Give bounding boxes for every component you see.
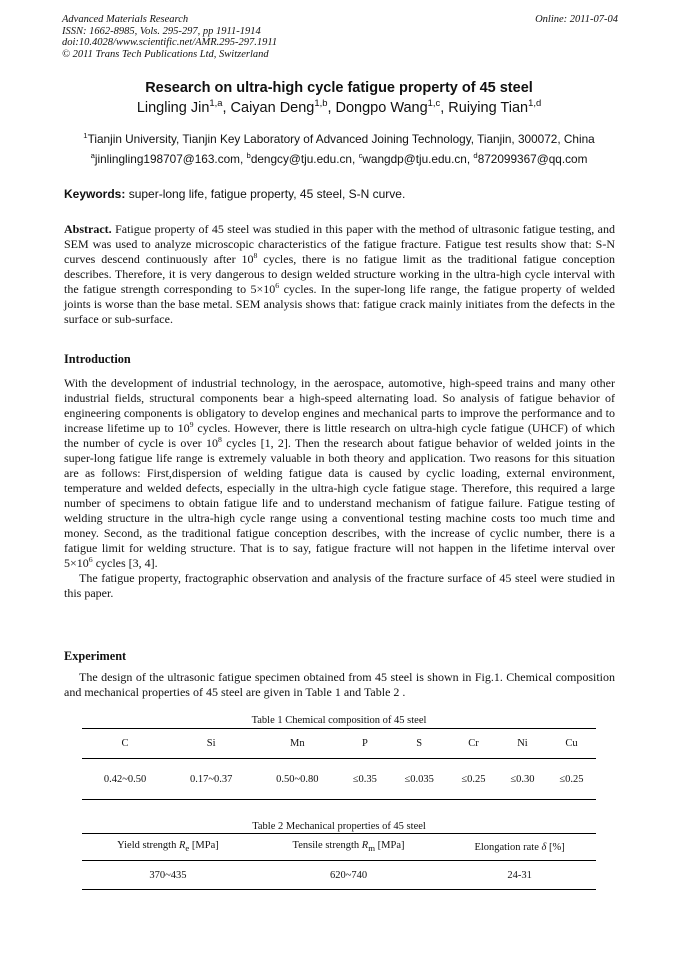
text-run: cycles. However, there is little research on ultra-high cycle fatigue (UHCF) of which the number of cycle is over 10 (64, 421, 615, 450)
table-header-cell: S (389, 729, 449, 759)
abstract-text: cycles. In the super-long life range, the fatigue property of welded joints is worse than the base metal. SEM analysis shows that: fatigue crack mainly initiates from the defects in the surface or sub-surface. (64, 282, 615, 326)
abstract-label: Abstract. (64, 222, 112, 236)
text-run: With the development of industrial technology, in the aerospace, automotive, high-speed trains and many other industrial fields, structural components bear a high-speed alternating load. So analysis of fatigue behavior of engineering components is obligatory to develop engines and mechanical parts to improve the performance and to increase lifetime up to 10 (64, 376, 615, 435)
author-sup: 1,b (314, 97, 328, 109)
exponent: 6 (88, 555, 93, 564)
email-link[interactable]: 872099367@qq.com (477, 152, 588, 166)
table-header-cell (82, 834, 254, 861)
table-header-cell: Mn (254, 729, 340, 759)
issn-line: ISSN: 1662-8985, Vols. 295-297, pp 1911-1914 (62, 25, 261, 37)
header-text: Tensile strength (292, 840, 362, 852)
header-unit: [MPa] (189, 840, 219, 852)
abstract-text: Fatigue property of 45 steel was studied in this paper with the method of ultrasonic fatigue testing, and SEM was used to analyze microscopic characteristics of the fatigue fracture. Fatigue test results show that: S-N curves descend continuously after 10 (64, 222, 616, 266)
abstract (64, 222, 615, 327)
header-text: Elongation rate (474, 841, 542, 853)
table-header-cell: P (340, 729, 389, 759)
text-run: cycles [1, 2]. Then the research about fatigue behavior of welded joints in the super-long fatigue life range is extremely valuable in both theory and application. Two reasons for this situation are as follows: First,dispersion of welding fatigue data is caused by cyclic loading, external environment, temperature and welded defects, especially in the ultra-high cycle fatigue stage. Therefore, this required a large number of specimens to obtain fatigue life and to understand mechanism of fatigue failure. Fatigue testing of welding structure in the ultra-high cycle range using a conventional testing machine costs too much time and money. Second, as the traditional fatigue conception describes, with the increase of cyclic number, there is a fatigue limit for welding structure. That is to say, fatigue fracture will not happen in the lifetime interval over 5×10 (64, 436, 615, 570)
email-sup: b (246, 151, 251, 161)
copyright-line: © 2011 Trans Tech Publications Ltd, Switzerland (62, 48, 269, 60)
author-name: Lingling Jin (136, 100, 210, 116)
table-cell: ≤0.035 (389, 759, 449, 800)
table-cell: 0.42~0.50 (82, 759, 168, 800)
affiliation (0, 132, 678, 146)
exponent: 6 (275, 281, 280, 290)
table2-caption: Table 2 Mechanical properties of 45 steel (252, 821, 426, 832)
author-name: Caiyan Deng (230, 100, 315, 116)
author-sup: 1,a (209, 97, 223, 109)
paragraph: The design of the ultrasonic fatigue specimen obtained from 45 steel is shown in Fig.1. Chemical composition and mechanical properties of 45 steel are given in Table 1 and Table 2 . (64, 670, 615, 699)
affiliation-sup: 1 (83, 131, 88, 141)
paper-title: Research on ultra-high cycle fatigue property of 45 steel (145, 80, 533, 96)
table2-mechanical-properties (82, 833, 596, 890)
header-subscript: e (185, 843, 190, 854)
email-link[interactable]: jinlingling198707@163.com (94, 152, 240, 166)
table-cell: 620~740 (254, 861, 443, 890)
keywords-label: Keywords: (64, 187, 126, 201)
email-sup: a (90, 151, 95, 161)
introduction-body (64, 376, 615, 601)
table-cell: ≤0.25 (547, 759, 596, 800)
author-name: Dongpo Wang (335, 100, 428, 116)
table-row (82, 759, 596, 800)
table-header-cell: Si (168, 729, 254, 759)
author-sup: 1,d (528, 97, 542, 109)
paragraph: The fatigue property, fractographic observation and analysis of the fracture surface of 45 steel were studied in this paper. (64, 571, 615, 600)
doi-line: doi:10.4028/www.scientific.net/AMR.295-297.1911 (62, 37, 278, 48)
experiment-body (64, 670, 615, 700)
keywords (64, 187, 616, 201)
journal-name: Advanced Materials Research (62, 14, 189, 25)
author-name: Ruiying Tian (448, 100, 529, 116)
journal-header (62, 14, 618, 60)
table-header-cell (443, 834, 596, 861)
online-date: Online: 2011-07-04 (535, 14, 618, 25)
exponent: 9 (189, 420, 194, 429)
table-cell: ≤0.35 (340, 759, 389, 800)
header-symbol: R (361, 840, 369, 852)
table-cell: 370~435 (82, 861, 254, 890)
header-subscript: m (368, 843, 376, 854)
text-run: cycles [3, 4]. (92, 556, 158, 570)
email-link[interactable]: dengcy@tju.edu.cn (250, 152, 352, 166)
table-header-cell: Cr (449, 729, 498, 759)
keywords-text: super-long life, fatigue property, 45 steel, S-N curve. (128, 187, 406, 201)
table-header-row (82, 834, 596, 861)
paragraph (64, 376, 615, 571)
table-row (82, 861, 596, 890)
table-cell: ≤0.30 (498, 759, 547, 800)
affiliation-text: Tianjin University, Tianjin Key Laboratory of Advanced Joining Technology, Tianjin, 300072, China (87, 132, 595, 146)
section-heading-experiment: Experiment (64, 649, 127, 663)
author-list: Lingling Jin$^{1,a}$, Caiyan Deng$^{1,b}$, Dongpo Wang$^{1,c}$, Ruiying Tian$^{1,d}$ (136, 97, 542, 116)
section-heading-introduction: Introduction (64, 352, 131, 366)
abstract-text: cycles, there is no fatigue limit as the traditional fatigue conception describes. Therefore, it is very dangerous to design welded structure working in the ultra-high cycle interval with the fatigue strength corresponding to 5×10 (64, 252, 615, 296)
table-cell: 24-31 (443, 861, 596, 890)
table-cell: 0.50~0.80 (254, 759, 340, 800)
email-list: $^a$jinlingling198707@163.com, $^b$dengcy@tju.edu.cn, $^c$wangdp@tju.edu.cn, $^d$872099367@qq.com (90, 151, 588, 166)
header-unit: [%] (546, 841, 565, 853)
header-unit: [MPa] (375, 840, 405, 852)
table1-caption: Table 1 Chemical composition of 45 steel (251, 715, 427, 726)
email-sup: c (358, 151, 363, 161)
header-text: Yield strength (117, 840, 179, 852)
author-sup: 1,c (427, 97, 441, 109)
exponent: 8 (218, 435, 222, 444)
table-header-cell: Cu (547, 729, 596, 759)
table-cell: 0.17~0.37 (168, 759, 254, 800)
header-symbol: R (178, 840, 186, 852)
table1-chemical-composition (82, 728, 596, 800)
table-header-cell: C (82, 729, 168, 759)
table-header-row (82, 729, 596, 759)
email-link[interactable]: wangdp@tju.edu.cn (362, 152, 467, 166)
table-cell: ≤0.25 (449, 759, 498, 800)
header-symbol: δ (541, 841, 547, 853)
table-header-cell: Ni (498, 729, 547, 759)
exponent: 8 (253, 251, 258, 260)
table-header-cell (254, 834, 443, 861)
email-sup: d (473, 151, 478, 161)
